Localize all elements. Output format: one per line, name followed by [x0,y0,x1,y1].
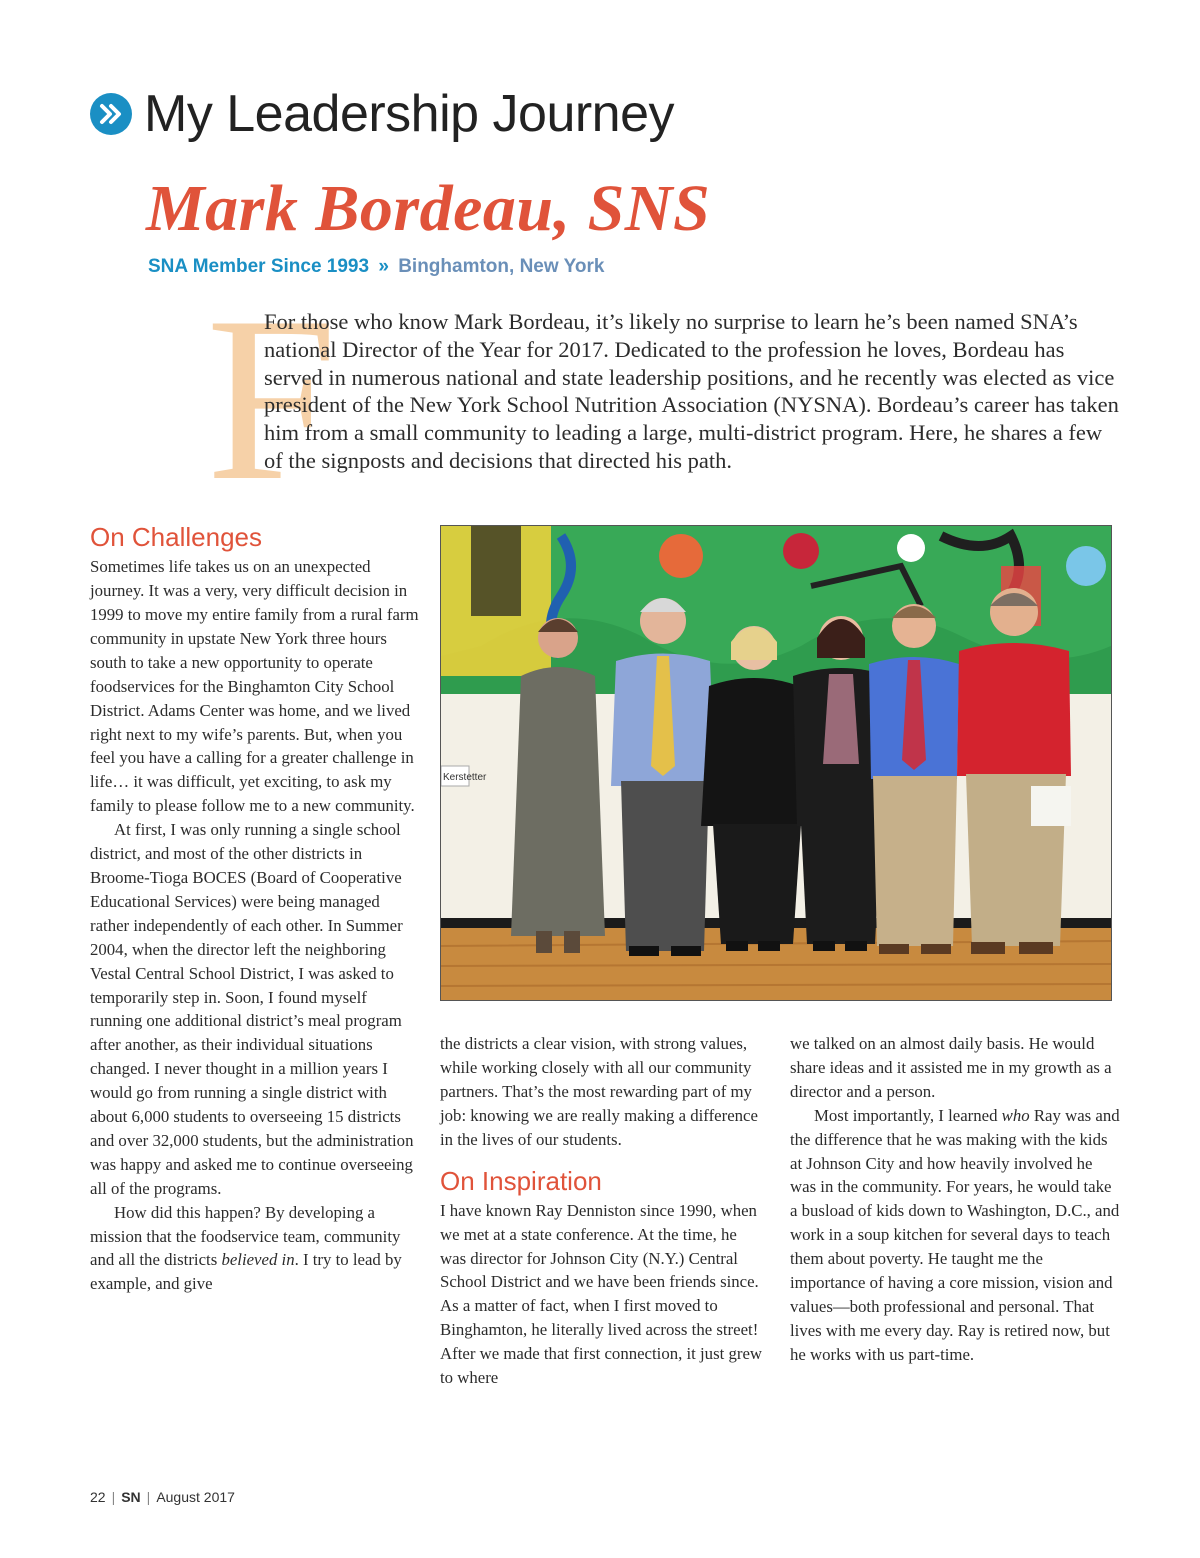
magazine-name: SN [121,1489,141,1505]
inspiration-paragraph-2: Most importantly, I learned who Ray was and the difference that he was making with the kids at Johnson City and how heavily involved he was in the community. For years, he would take a busload of kids down to Washington, D.C., and work in a soup kitchen for several days to teach them about poverty. He taught me the importance of having a core mission, vision and values—both professional and personal. That lives with me every day. Ray is retired now, but he works with us part-time. [790,1105,1120,1364]
page-number: 22 [90,1489,106,1505]
drop-cap: F [206,269,338,530]
intro-paragraph: For those who know Mark Bordeau, it’s likely no surprise to learn he’s been named SNA’s national Director of the Year for 2017. Dedicated to the profession he loves, Bordeau has served in numerous national and state leadership positions, and he recently was elected as vice president of the New York School Nutrition Association (NYSNA). Bordeau’s career has taken him from a small community to leading a large, multi-district program. Here, he shares a few of the signposts and decisions that directed his path. [264,309,1119,473]
challenges-paragraph-3-continued: the districts a clear vision, with strong values, while working closely with all our community partners. That’s the most rewarding part of my job: knowing we are really making a difference in the lives of our students. [440,1034,758,1149]
challenges-paragraph-2: At first, I was only running a single school district, and most of the other districts in Broome-Tioga BOCES (Board of Cooperative Educational Services) were being managed rather independently of each other. In Summer 2004, when the director left the neighboring Vestal Central School District, I was asked to temporarily step in. Soon, I found myself running one additional district’s meal program after another, as their individual situations changed. I never thought in a million years I would go from running a single district with about 6,000 students to overseeing 15 districts and over 32,000 students, but the administration was happy and asked me to continue overseeing all of the programs. [90,820,414,1198]
page-footer: 22 | SN | August 2017 [90,1489,235,1505]
section-title: My Leadership Journey [144,85,675,143]
member-since: SNA Member Since 1993 [148,256,370,277]
inspiration-heading: On Inspiration [440,1165,602,1196]
wall-sign-text: Kerstetter [443,772,487,783]
inspiration-paragraph-1: I have known Ray Denniston since 1990, when we met at a state conference. At the time, he was director for Johnson City (N.Y.) Central School District and we have been friends since. As a matter of fact, when I first moved to Binghamton, he literally lived across the street! After we made that first connection, it just grew to where [440,1200,763,1388]
double-chevron-right-icon [90,93,132,135]
group-photo [440,525,1112,1001]
profile-name: Mark Bordeau, SNS [146,172,711,245]
separator: » [378,256,389,277]
challenges-paragraph-1: Sometimes life takes us on an unexpected journey. It was a very, very difficult decision in 1999 to move my entire family from a rural farm community in upstate New York three hours south to take a new opportunity to operate foodservices for the Binghamton City School District. Adams Center was home, and we lived right next to my wife’s parents. But, when you feel you have a calling for a greater challenge in life… it was difficult, yet exciting, to ask my family to please follow me to a new community. [90,557,419,816]
challenges-heading: On Challenges [90,522,262,552]
challenges-paragraph-3: How did this happen? By developing a mission that the foodservice team, community and all the districts believed in. I try to lead by example, and give [90,1202,402,1294]
location: Binghamton, New York [398,256,605,277]
column-3 [790,1032,1120,1367]
section-header [90,85,675,143]
inspiration-paragraph-1-continued: we talked on an almost daily basis. He would share ideas and it assisted me in my growth as a director and a person. [790,1034,1112,1101]
column-2 [440,1032,766,1390]
column-1 [90,522,420,1296]
issue-date: August 2017 [156,1489,235,1505]
